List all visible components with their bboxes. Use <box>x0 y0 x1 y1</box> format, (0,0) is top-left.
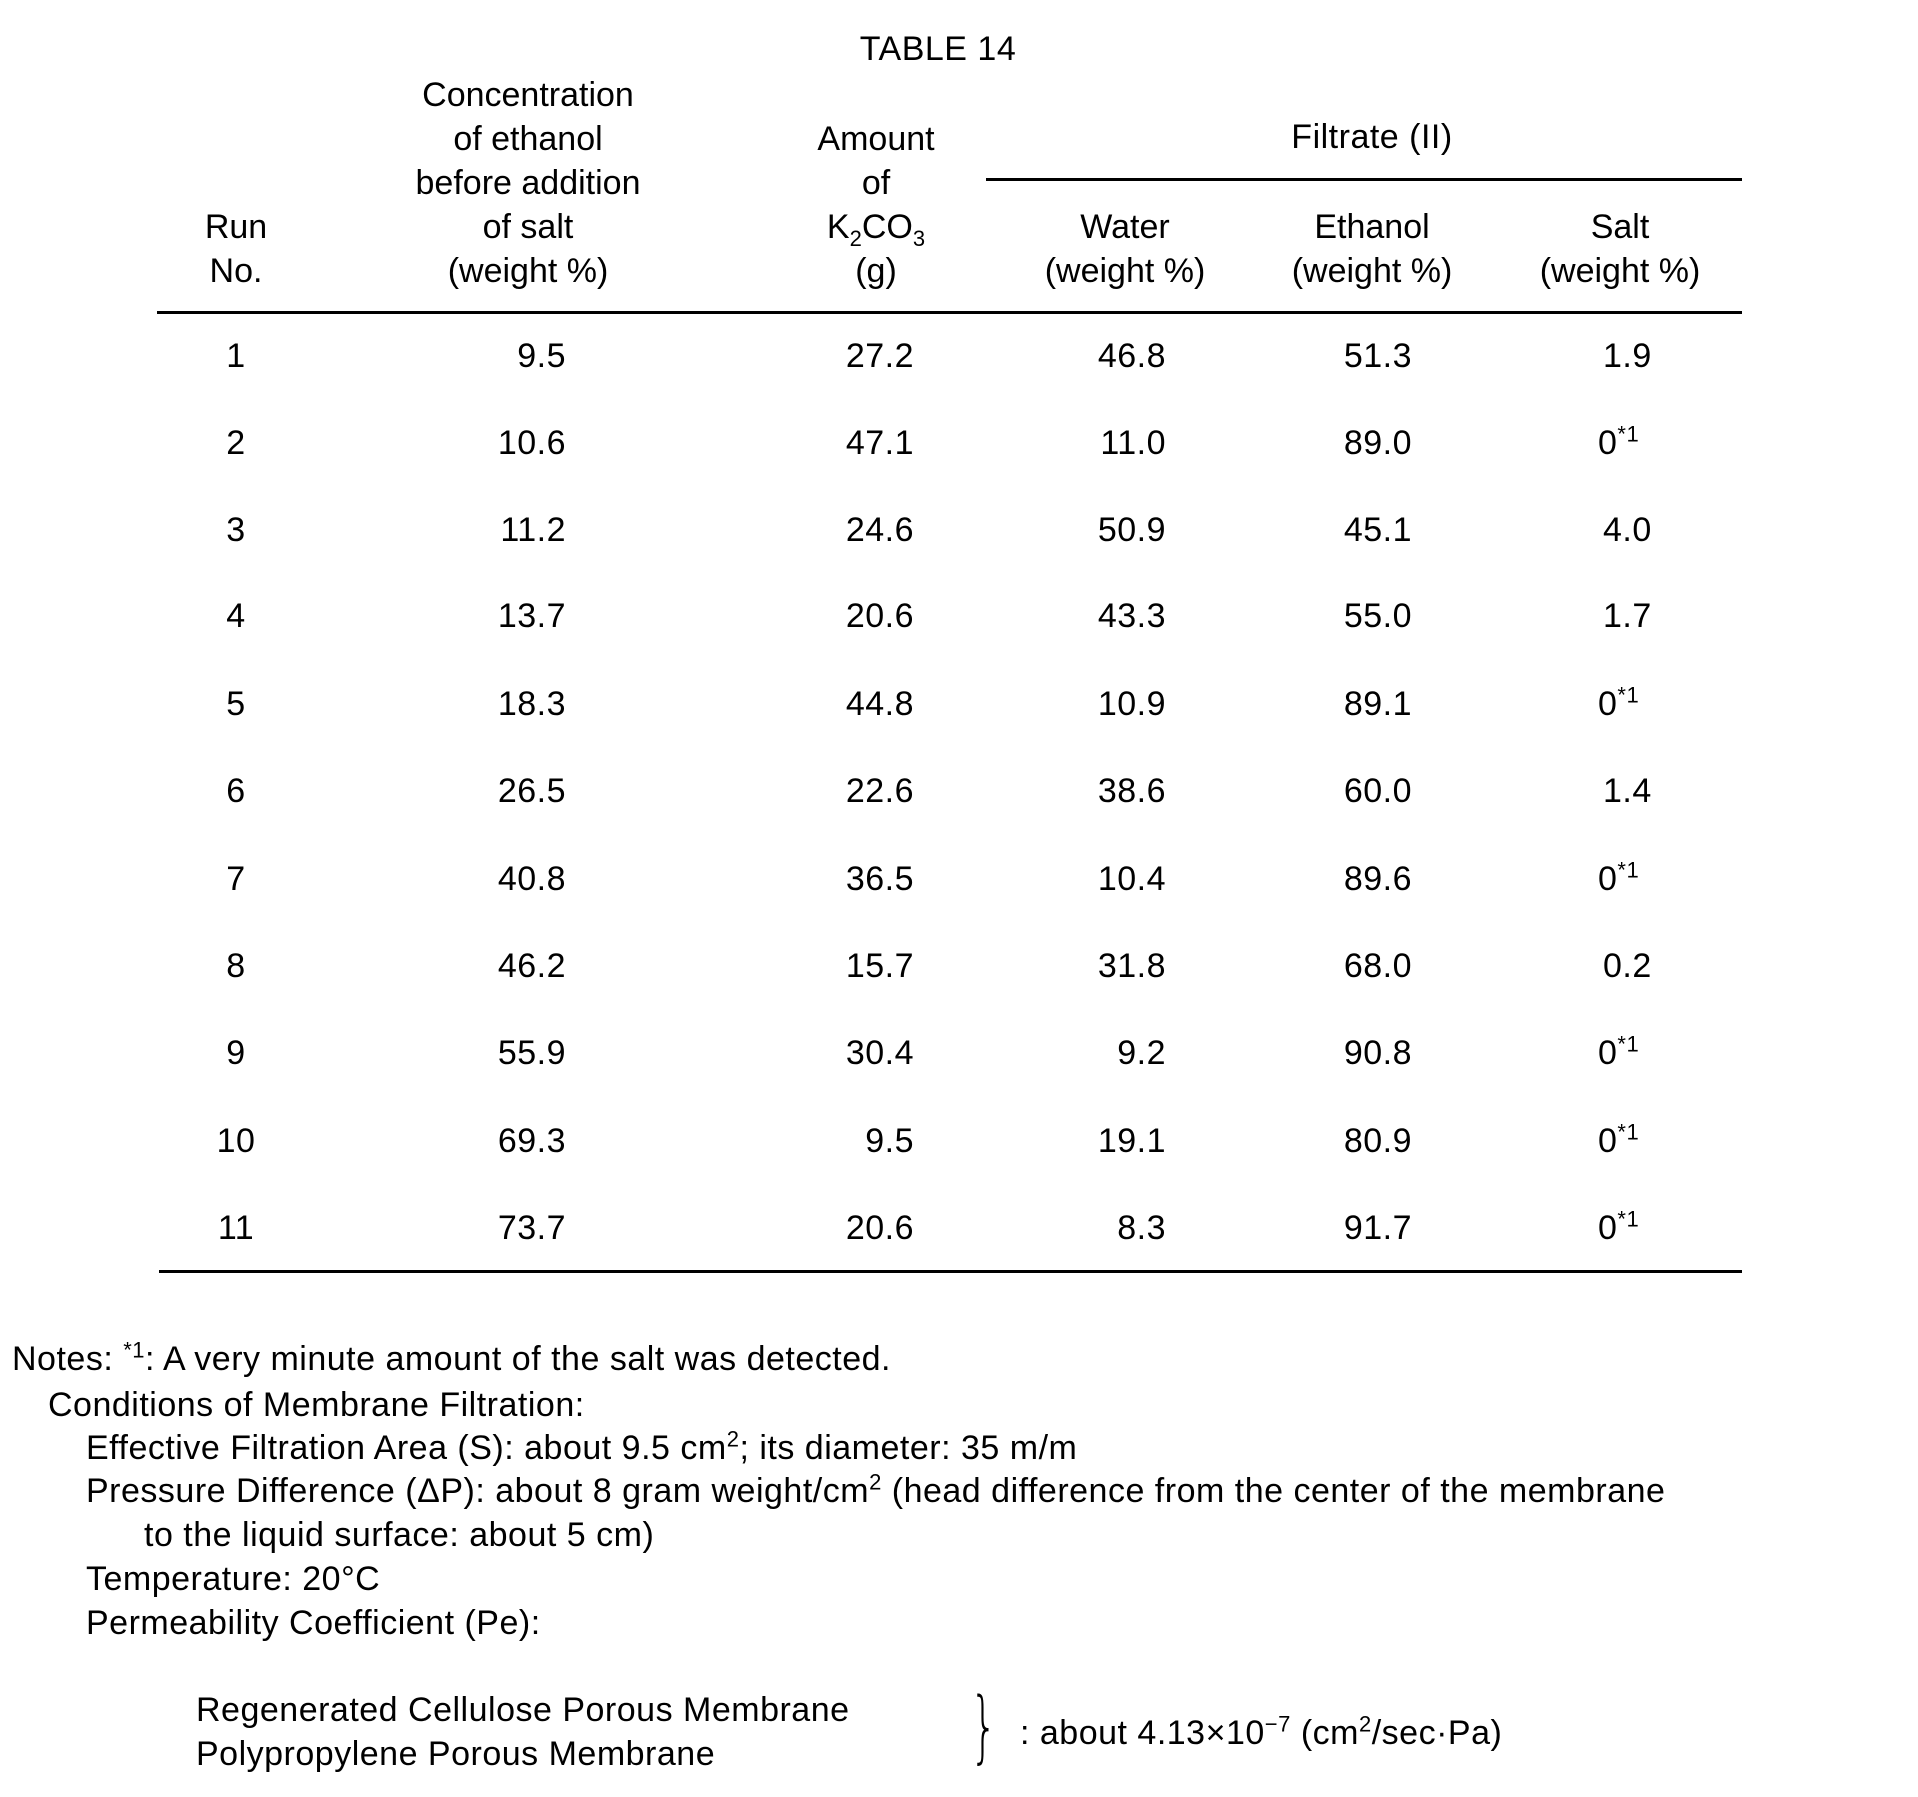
cell-salt: 4.0 <box>1603 511 1652 549</box>
footnote-mark: *1 <box>1617 857 1640 883</box>
header-water-line2: (weight %) <box>1044 252 1206 290</box>
header-water <box>1045 205 1206 293</box>
cell-salt: 0$^{*1}$ <box>1598 1031 1640 1072</box>
header-amount-line1: Amount <box>817 120 935 158</box>
condition-pressure-continued: to the liquid surface: about 5 cm) <box>144 1516 655 1554</box>
cell-water: 38.6 <box>1097 772 1166 810</box>
cell-run: 4 <box>226 597 246 635</box>
cell-concentration: 13.7 <box>497 597 566 635</box>
footnote-mark: *1 <box>1617 1119 1640 1145</box>
header-concentration <box>416 73 641 293</box>
cell-water: 50.9 <box>1097 511 1166 549</box>
header-salt-line1: Salt <box>1590 208 1650 246</box>
cell-salt: 1.7 <box>1603 597 1652 635</box>
cell-k2co3: 30.4 <box>845 1034 914 1072</box>
cell-water: 11.0 <box>1100 424 1166 462</box>
cell-ethanol: 89.1 <box>1343 685 1412 723</box>
cell-concentration: 9.5 <box>517 337 566 375</box>
header-salt-line2: (weight %) <box>1539 252 1701 290</box>
filtrate-rule <box>986 178 1742 181</box>
conditions-heading: Conditions of Membrane Filtration: <box>48 1386 585 1424</box>
cell-k2co3: 15.7 <box>845 947 914 985</box>
header-concentration-line2: of ethanol <box>453 120 603 158</box>
cell-run: 2 <box>226 424 246 462</box>
cell-ethanol: 90.8 <box>1343 1034 1412 1072</box>
cell-run: 7 <box>226 860 246 898</box>
cell-k2co3: 9.5 <box>865 1122 914 1160</box>
condition-area: Effective Filtration Area (S): about 9.5 $cm^2$; its diameter: 35 m/m <box>86 1426 1078 1467</box>
cell-salt: 0.2 <box>1603 947 1652 985</box>
footnote-mark: *1 <box>1617 682 1640 708</box>
header-run-line2: No. <box>209 252 263 290</box>
cell-concentration: 10.6 <box>497 424 566 462</box>
cell-water: 8.3 <box>1117 1209 1166 1247</box>
cell-run: 3 <box>226 511 246 549</box>
cell-concentration: 69.3 <box>497 1122 566 1160</box>
cell-ethanol: 89.6 <box>1343 860 1412 898</box>
header-amount-formula: $K_2CO_3$ <box>826 208 926 251</box>
cell-salt: 0$^{*1}$ <box>1598 682 1640 723</box>
header-water-line1: Water <box>1080 208 1170 246</box>
cell-k2co3: 20.6 <box>845 1209 914 1247</box>
cell-concentration: 18.3 <box>497 685 566 723</box>
cell-concentration: 40.8 <box>497 860 566 898</box>
membrane-regenerated-cellulose: Regenerated Cellulose Porous Membrane <box>196 1691 850 1729</box>
cell-ethanol: 89.0 <box>1343 424 1412 462</box>
cell-run: 8 <box>226 947 246 985</box>
note-footnote <box>12 1337 891 1378</box>
footnote-text: : A very minute amount of the salt was detected. <box>145 1340 891 1378</box>
cell-k2co3: 44.8 <box>845 685 914 723</box>
table-title: TABLE 14 <box>859 30 1017 68</box>
header-run-line1: Run <box>204 208 268 246</box>
footnote-mark: *1 <box>1617 1031 1640 1057</box>
cell-run: 1 <box>226 337 246 375</box>
cell-water: 31.8 <box>1097 947 1166 985</box>
cell-ethanol: 91.7 <box>1343 1209 1412 1247</box>
cell-k2co3: 47.1 <box>845 424 914 462</box>
footnote-mark: *1 <box>123 1337 146 1363</box>
condition-pressure: Pressure Difference (ΔP): about 8 gram weight/$cm^2$ (head difference from the center of the membrane <box>86 1469 1666 1510</box>
header-ethanol-line2: (weight %) <box>1291 252 1453 290</box>
cell-k2co3: 22.6 <box>845 772 914 810</box>
cell-k2co3: 27.2 <box>845 337 914 375</box>
header-amount <box>817 117 934 293</box>
cell-k2co3: 36.5 <box>845 860 914 898</box>
header-amount-line2: of <box>861 164 891 202</box>
table-bottom-rule <box>159 1270 1742 1273</box>
header-concentration-line3: before addition <box>415 164 641 202</box>
footnote-mark: *1 <box>1617 421 1640 447</box>
header-concentration-line1: Concentration <box>422 76 634 114</box>
permeability-value: : about $4.13\times 10^{-7}$ $(cm^2/\sec\cdot Pa)$ <box>1020 1711 1503 1752</box>
brace-icon: } <box>970 1682 998 1772</box>
cell-water: 46.8 <box>1097 337 1166 375</box>
membrane-polypropylene: Polypropylene Porous Membrane <box>196 1735 716 1773</box>
cell-concentration: 55.9 <box>497 1034 566 1072</box>
cell-concentration: 26.5 <box>497 772 566 810</box>
cell-run: 6 <box>226 772 246 810</box>
header-salt <box>1540 205 1701 293</box>
header-filtrate-group: Filtrate (II) <box>1291 118 1453 156</box>
cell-salt: 0$^{*1}$ <box>1598 421 1640 462</box>
header-ethanol-line1: Ethanol <box>1314 208 1430 246</box>
header-amount-unit: (g) <box>855 252 897 290</box>
cell-ethanol: 55.0 <box>1343 597 1412 635</box>
cell-salt: 0$^{*1}$ <box>1598 1206 1640 1247</box>
cell-k2co3: 24.6 <box>845 511 914 549</box>
header-bottom-rule <box>157 311 1742 314</box>
condition-temperature: Temperature: 20°C <box>86 1560 381 1598</box>
cell-water: 9.2 <box>1117 1034 1166 1072</box>
cell-ethanol: 80.9 <box>1343 1122 1412 1160</box>
cell-water: 10.9 <box>1097 685 1166 723</box>
cell-water: 43.3 <box>1097 597 1166 635</box>
cell-concentration: 46.2 <box>497 947 566 985</box>
header-concentration-line4: of salt <box>482 208 574 246</box>
cell-run: 5 <box>226 685 246 723</box>
cell-concentration: 11.2 <box>500 511 566 549</box>
cell-salt: 1.9 <box>1603 337 1652 375</box>
cell-salt: 0$^{*1}$ <box>1598 857 1640 898</box>
cell-concentration: 73.7 <box>497 1209 566 1247</box>
cell-k2co3: 20.6 <box>845 597 914 635</box>
notes-prefix: Notes: <box>12 1340 124 1378</box>
footnote-mark: *1 <box>1617 1206 1640 1232</box>
cell-run: 11 <box>217 1209 255 1247</box>
header-ethanol <box>1292 205 1453 293</box>
cell-run: 9 <box>226 1034 246 1072</box>
header-run <box>205 205 267 293</box>
cell-ethanol: 51.3 <box>1343 337 1412 375</box>
cell-ethanol: 68.0 <box>1343 947 1412 985</box>
cell-salt: 1.4 <box>1603 772 1652 810</box>
cell-ethanol: 60.0 <box>1343 772 1412 810</box>
cell-water: 10.4 <box>1097 860 1166 898</box>
header-concentration-line5: (weight %) <box>447 252 609 290</box>
permeability-heading: Permeability Coefficient (Pe): <box>86 1604 541 1642</box>
cell-water: 19.1 <box>1097 1122 1166 1160</box>
cell-ethanol: 45.1 <box>1343 511 1412 549</box>
cell-salt: 0$^{*1}$ <box>1598 1119 1640 1160</box>
cell-run: 10 <box>216 1122 256 1160</box>
